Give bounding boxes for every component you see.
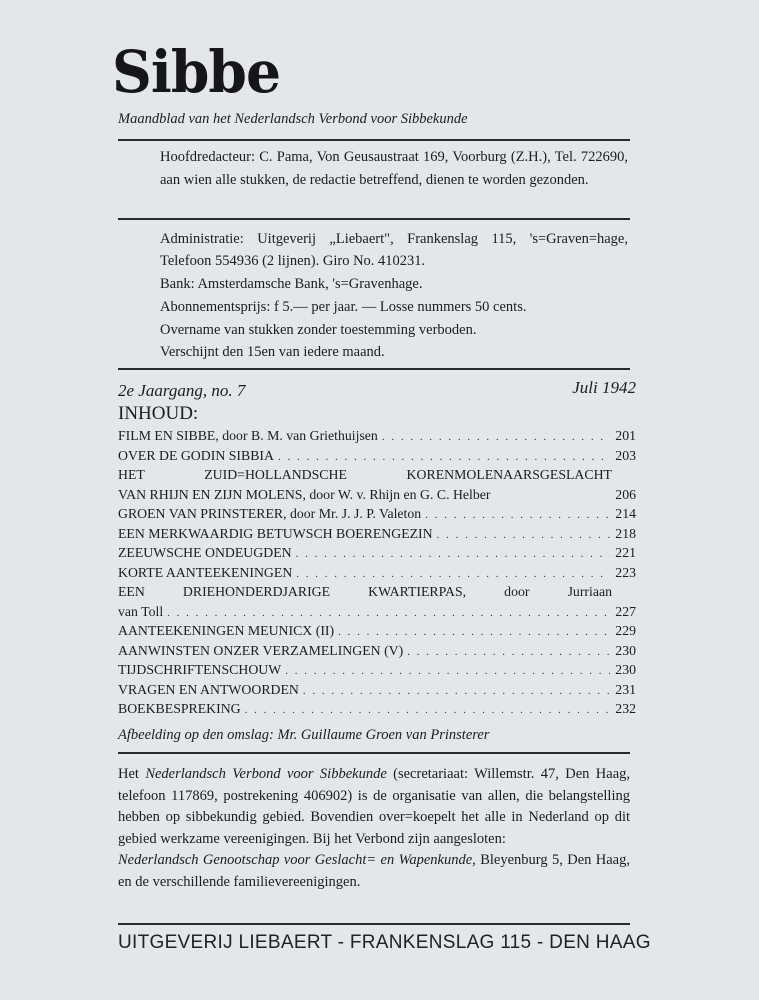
toc-entry-page: 206 [615,486,636,502]
about-paragraph [118,850,630,893]
toc-entry-page: 232 [615,701,636,716]
contents-heading: INHOUD: [118,403,199,424]
toc-entry [118,504,636,524]
toc-entry [118,621,636,641]
leader-dots [407,643,610,661]
leader-dots [245,701,610,719]
admin-line: Bank: Amsterdamsche Bank, 's=Gravenhage. [160,276,423,292]
toc-entry [118,524,636,544]
organisation-name: Nederlandsch Verbond voor Sibbekunde [145,766,387,782]
toc-entry-line [118,465,636,485]
toc-entry-page: 214 [615,506,636,521]
table-of-contents [118,426,636,719]
toc-entry-title-cont: VAN RHIJN EN ZIJN MOLENS, door W. v. Rhijn en G. C. Helber [118,486,491,502]
leader-dots [167,604,610,622]
editor-block [160,146,628,191]
masthead-subtitle: Maandblad van het Nederlandsch Verbond voor Sibbekunde [118,111,468,127]
leader-dots [425,506,610,524]
toc-entry [118,641,636,661]
toc-entry-page: 229 [615,623,636,638]
toc-entry-line [118,582,636,602]
leader-dots [382,428,610,446]
toc-entry-title-cont: van Toll [118,603,164,619]
text: Het [118,766,146,782]
toc-entry-page: 223 [615,564,636,580]
divider [118,752,630,754]
publisher-footer: UITGEVERIJ LIEBAERT - FRANKENSLAG 115 - DEN HAAG [118,932,651,953]
leader-dots [296,565,610,583]
admin-line: Overname van stukken zonder toestemming verboden. [160,322,477,338]
toc-entry-page: 203 [615,447,636,463]
toc-entry-page: 221 [615,545,636,560]
toc-entry-page: 227 [615,603,636,619]
leader-dots [303,682,610,700]
toc-entry-title: OVER DE GODIN SIBBIA [118,447,274,463]
leader-dots [437,526,610,544]
issue-volume: 2e Jaargang, no. 7 [118,381,246,400]
society-name: Nederlandsch Genootschap voor Geslacht= en Wapenkunde [118,852,473,868]
divider [118,139,630,141]
text: (secretariaat: Willemstr. 47, Den Haag, telefoon 117869, postrekening 406902) is de organisatie van allen, die belangstelling hebben op sibbekundig gebied. Bovendien over=koepelt het alle in Nederland op dit gebied werkzame vereenigingen. Bij het Verbond zijn aangesloten: [118,766,631,847]
toc-entry-title: TIJDSCHRIFTENSCHOUW [118,662,282,677]
toc-entry [118,543,636,563]
toc-entry-title: AANWINSTEN ONZER VERZAMELINGEN (V) [118,642,404,658]
masthead-title: Sibbe [112,38,281,106]
leader-dots [338,623,610,641]
toc-entry [118,699,636,719]
toc-entry-title: FILM EN SIBBE, door B. M. van Griethuijsen [118,428,378,443]
toc-entry [118,426,636,446]
toc-entry-title: VRAGEN EN ANTWOORDEN [118,681,299,697]
editor-text: Hoofdredacteur: C. Pama, Von Geusaustraat 169, Voorburg (Z.H.), Tel. 722690, aan wien alle stukken, de redactie betreffend, dienen te worden gezonden. [160,149,628,188]
admin-block [160,228,628,363]
toc-entry-title: HET ZUID=HOLLANDSCHE KORENMOLENAARSGESLACHT [118,467,612,482]
toc-entry-page: 230 [615,662,636,677]
toc-entry-title: GROEN VAN PRINSTERER, door Mr. J. J. P. Valeton [118,506,422,521]
divider [118,368,630,370]
toc-entry-page: 218 [615,525,636,541]
toc-entry-title: BOEKBESPREKING [118,701,241,716]
toc-entry [118,680,636,700]
leader-dots [285,662,610,680]
leader-dots [296,545,610,563]
admin-line: Administratie: Uitgeverij „Liebaert", Frankenslag 115, 's=Graven=hage, Telefoon 554936 (2 lijnen). Giro No. 410231. [160,231,628,269]
issue-date: Juli 1942 [572,378,636,397]
toc-entry-page: 231 [615,681,636,697]
cover-note: Afbeelding op den omslag: Mr. Guillaume Groen van Prinsterer [118,727,490,743]
admin-line: Verschijnt den 15en van iedere maand. [160,344,385,360]
toc-entry [118,446,636,466]
toc-entry-title: KORTE AANTEEKENINGEN [118,564,293,580]
toc-entry [118,485,636,505]
toc-entry-title: ZEEUWSCHE ONDEUGDEN [118,545,292,560]
text: , Bleyenburg 5, Den Haag, en de verschillende familievereenigingen. [118,852,630,890]
about-section [118,764,630,893]
toc-entry-title: EEN DRIEHONDERDJARIGE KWARTIERPAS, door Jurriaan [118,584,612,599]
about-paragraph [118,764,630,850]
toc-entry [118,660,636,680]
leader-dots [278,448,610,466]
divider [118,218,630,220]
toc-entry-page: 230 [615,642,636,658]
toc-entry-title: EEN MERKWAARDIG BETUWSCH BOERENGEZIN [118,525,433,541]
divider [118,923,630,925]
admin-line: Abonnementsprijs: f 5.— per jaar. — Losse nummers 50 cents. [160,299,527,315]
toc-entry [118,563,636,583]
toc-entry-title: AANTEEKENINGEN MEUNICX (II) [118,623,335,638]
toc-entry-page: 201 [615,428,636,443]
toc-entry [118,602,636,622]
